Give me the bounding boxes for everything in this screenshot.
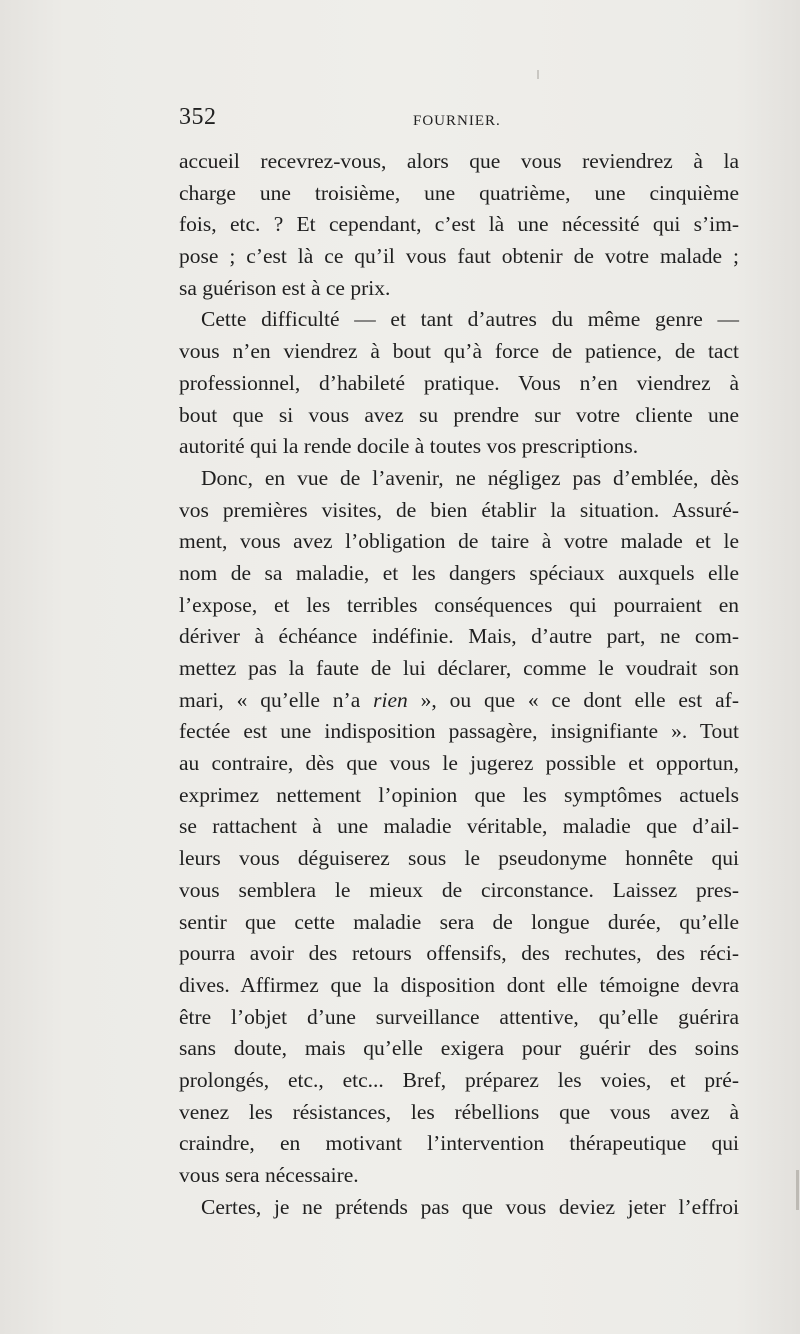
text-line: sentir que cette maladie sera de longue durée, qu’elle: [179, 909, 739, 934]
text-line: professionnel, d’habileté pratique. Vous n’en viendrez à: [179, 370, 739, 395]
text-line: accueil recevrez-vous, alors que vous reviendrez à la: [179, 149, 739, 173]
text-line: fectée est une indisposition passagère, insignifiante ». Tout: [179, 719, 739, 744]
text-line: au contraire, dès que vous le jugerez possible et opportun,: [179, 751, 739, 776]
page-number: 352: [179, 104, 217, 130]
text-line: prolongés, etc., etc... Bref, préparez les voies, et pré-: [179, 1067, 739, 1092]
text-line: vous semblera le mieux de circonstance. Laissez pres-: [179, 877, 739, 902]
text-line: nom de sa maladie, et les dangers spéciaux auxquels elle: [179, 560, 739, 585]
text-line: vous sera nécessaire.: [179, 1163, 359, 1187]
text-line: charge une troisième, une quatrième, une cinquième: [179, 180, 739, 205]
text-segment: mari, « qu’elle n’a: [179, 687, 374, 712]
text-line: sans doute, mais qu’elle exigera pour guérir des soins: [179, 1036, 739, 1061]
text-line: autorité qui la rende docile à toutes vos prescriptions.: [179, 434, 639, 459]
text-line: Certes, je ne prétends pas que vous deviez jeter l’effroi: [201, 1194, 739, 1219]
text-line: exprimez nettement l’opinion que les symptômes actuels: [179, 782, 739, 807]
scan-edge-mark: [796, 1170, 799, 1210]
text-line: sa guérison est à ce prix.: [179, 275, 391, 300]
text-line: vos premières visites, de bien établir la situation. Assuré-: [179, 497, 739, 522]
text-line: ment, vous avez l’obligation de taire à votre malade et le: [179, 529, 739, 554]
scan-speck: [537, 70, 539, 79]
text-line: Cette difficulté — et tant d’autres du même genre —: [201, 307, 739, 332]
text-line: se rattachent à une maladie véritable, maladie que d’ail-: [179, 814, 739, 839]
text-line: pourra avoir des retours offensifs, des rechutes, des réci-: [179, 941, 739, 966]
text-line: Donc, en vue de l’avenir, ne négligez pas d’emblée, dès: [201, 465, 739, 490]
text-segment: », ou que « ce dont elle est af-: [407, 687, 739, 712]
text-line: fois, etc. ? Et cependant, c’est là une nécessité qui s’im-: [179, 212, 739, 237]
text-line: bout que si vous avez su prendre sur votre cliente une: [179, 402, 739, 427]
page-header: [179, 104, 739, 136]
text-line: pose ; c’est là ce qu’il vous faut obtenir de votre malade ;: [179, 244, 739, 269]
text-line: leurs vous déguiserez sous le pseudonyme honnête qui: [179, 846, 739, 871]
italic-word: rien: [373, 687, 408, 712]
text-line: être l’objet d’une surveillance attentive, qu’elle guérira: [179, 1004, 739, 1029]
text-line: mettez pas la faute de lui déclarer, comme le voudrait son: [179, 656, 739, 680]
text-line: l’expose, et les terribles conséquences qui pourraient en: [179, 592, 739, 617]
body-text: [179, 146, 739, 1223]
text-line: vous n’en viendrez à bout qu’à force de patience, de tact: [179, 339, 739, 364]
text-line: craindre, en motivant l’intervention thérapeutique qui: [179, 1131, 739, 1156]
running-head: FOURNIER.: [413, 113, 501, 129]
text-line: dives. Affirmez que la disposition dont elle témoigne devra: [179, 972, 739, 997]
text-line: venez les résistances, les rébellions que vous avez à: [179, 1099, 739, 1124]
text-line-with-italic: [179, 685, 739, 717]
text-line: dériver à échéance indéfinie. Mais, d’autre part, ne com-: [179, 624, 739, 649]
